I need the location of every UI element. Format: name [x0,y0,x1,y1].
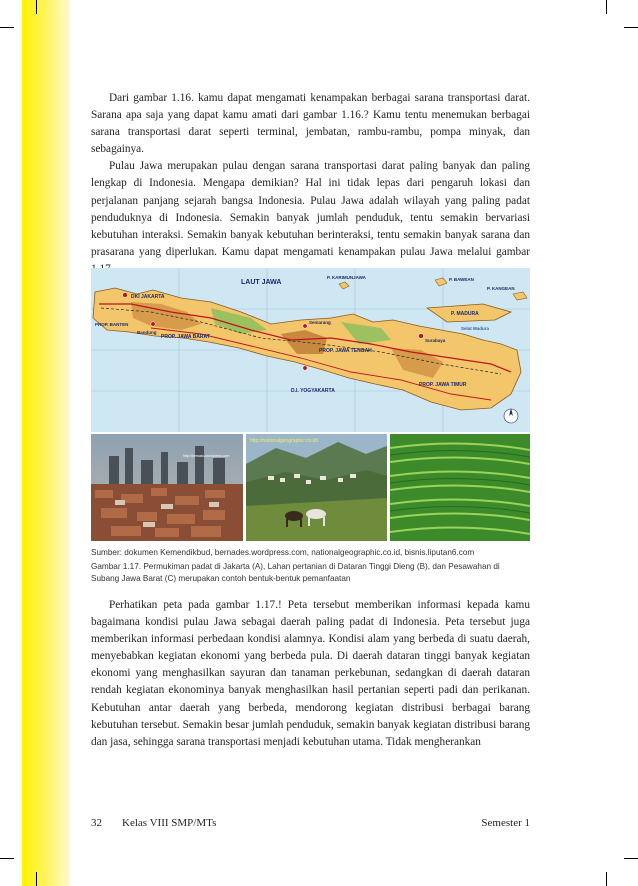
map-label-karimunjawa: P. KARIMUNJAWA [327,275,366,280]
crop-mark [0,27,14,28]
discussion-text-block [91,597,530,751]
map-label-jakarta: DKI JAKARTA [131,294,165,300]
map-label-diy: D.I. YOGYAKARTA [291,388,335,394]
crop-mark [606,872,607,886]
map-label-madura: P. MADURA [451,311,479,317]
paragraph: Perhatikan peta pada gambar 1.17.! Peta tersebut memberikan informasi kepada kamu bagaimana kondisi pulau Jawa sebagai daerah paling padat di Indonesia. Peta tersebut juga memberikan informasi perbedaan kondisi alamnya. Kondisi alam yang berbeda di suatu daerah, menyebabkan kegiatan ekonomi yang berbeda pula. Di daerah dataran tinggi banyak kegiatan ekonomi yang menghasilkan sayuran dan tanaman perkebunan, sedangkan di daerah dataran rendah kegiatan ekonominya banyak menghasilkan hasil pertanian seperti padi dan perikanan. Kebutuhan antar daerah yang berbeda, mendorong kegiatan distribusi berbagai barang kebutuhan tersebut. Semakin besar jumlah penduduk, semakin banyak kegiatan distribusi barang dan jasa, sehingga sarana transportasi menjadi kebutuhan utama. Tidak mengherankan [91,599,530,748]
crop-mark [36,872,37,886]
ricefield-terrace-image [390,434,530,541]
figure-source: Sumber: dokumen Kemendikbud, bernades.wordpress.com, nationalgeographic.co.id, bisnis.liputan6.com [91,548,475,557]
city-marker-semarang [303,324,307,328]
intro-text-block [91,90,530,278]
photo-dieng-farmland [246,434,387,541]
paragraph: Dari gambar 1.16. kamu dapat mengamati kenampakan berbagai sarana transportasi darat. Sarana apa saja yang dapat kamu amati dari gambar 1.16.? Kamu tentu menemukan berbagai sarana transportasi darat seperti terminal, jembatan, rambu-rambu, pompa minyak, dan sebagainya. [91,92,530,156]
semester-label: Semester 1 [481,817,530,829]
city-marker-bandung [151,322,155,326]
map-label-jabar: PROP. JAWA BARAT [161,334,210,340]
paragraph: Pulau Jawa merupakan pulau dengan sarana transportasi darat paling banyak dan paling lengkap di Indonesia. Mengapa demikian? Hal ini tidak lepas dari pengaruh lokasi dan perjalanan panjang sejarah bangsa Indonesia. Pulau Jawa adalah wilayah yang paling padat penduduknya di Indonesia. Semakin banyak jumlah penduduk, tentu semakin bervariasi kebutuhan interaksi. Semakin banyak kebutuhan berinteraksi, tentu semakin banyak sarana dan prasarana yang diperlukan. Kamu dapat mengamati kenampakan pulau Jawa melalui gambar [91,160,530,258]
photo-subang-ricefield [390,434,530,541]
map-label-jatim: PROP. JAWA TIMUR [419,382,467,388]
java-map-graphic [91,268,530,432]
map-label-jateng: PROP. JAWA TENGAH [319,348,372,354]
dieng-highland-image [246,434,387,541]
crop-mark [0,858,14,859]
map-label-selat-madura: Selat Madura [461,326,490,331]
book-title: Kelas VIII SMP/MTs [122,817,217,829]
crop-mark [36,0,37,14]
photo-b-watermark: http://nationalgeographic.co.id/ [250,438,319,444]
map-label-semarang: Semarang [309,320,331,325]
map-label-bawean: P. BAWEAN [449,277,474,282]
map-label-surabaya: Surabaya [425,338,446,343]
figure-caption: Gambar 1.17. Permukiman padat di Jakarta (A), Lahan pertanian di Dataran Tinggi Dieng (B), dan Pesawahan di Subang Jawa Barat (C) merupakan contoh bentuk-bentuk pemanfaatan [91,562,500,583]
figure-1-17 [91,268,530,541]
city-marker-surabaya [419,334,424,339]
yellow-margin-band [22,0,70,886]
photo-jakarta-settlement [91,434,243,541]
map-label-banten: PROP. BANTEN [95,322,129,327]
java-map [91,268,530,432]
crop-mark [624,858,638,859]
crop-mark [624,27,638,28]
photo-a-watermark: http://bersatu.wordpress.com [183,454,230,458]
crop-mark [606,0,607,14]
map-label-bandung: Bandung [137,330,157,335]
page-number: 32 [91,817,102,829]
city-marker-yogyakarta [303,366,307,370]
map-label-sea: LAUT JAWA [241,279,282,286]
map-label-kangean: P. KANGEAN [487,286,515,291]
jakarta-city-image [91,434,243,541]
city-marker-jakarta [123,293,128,298]
